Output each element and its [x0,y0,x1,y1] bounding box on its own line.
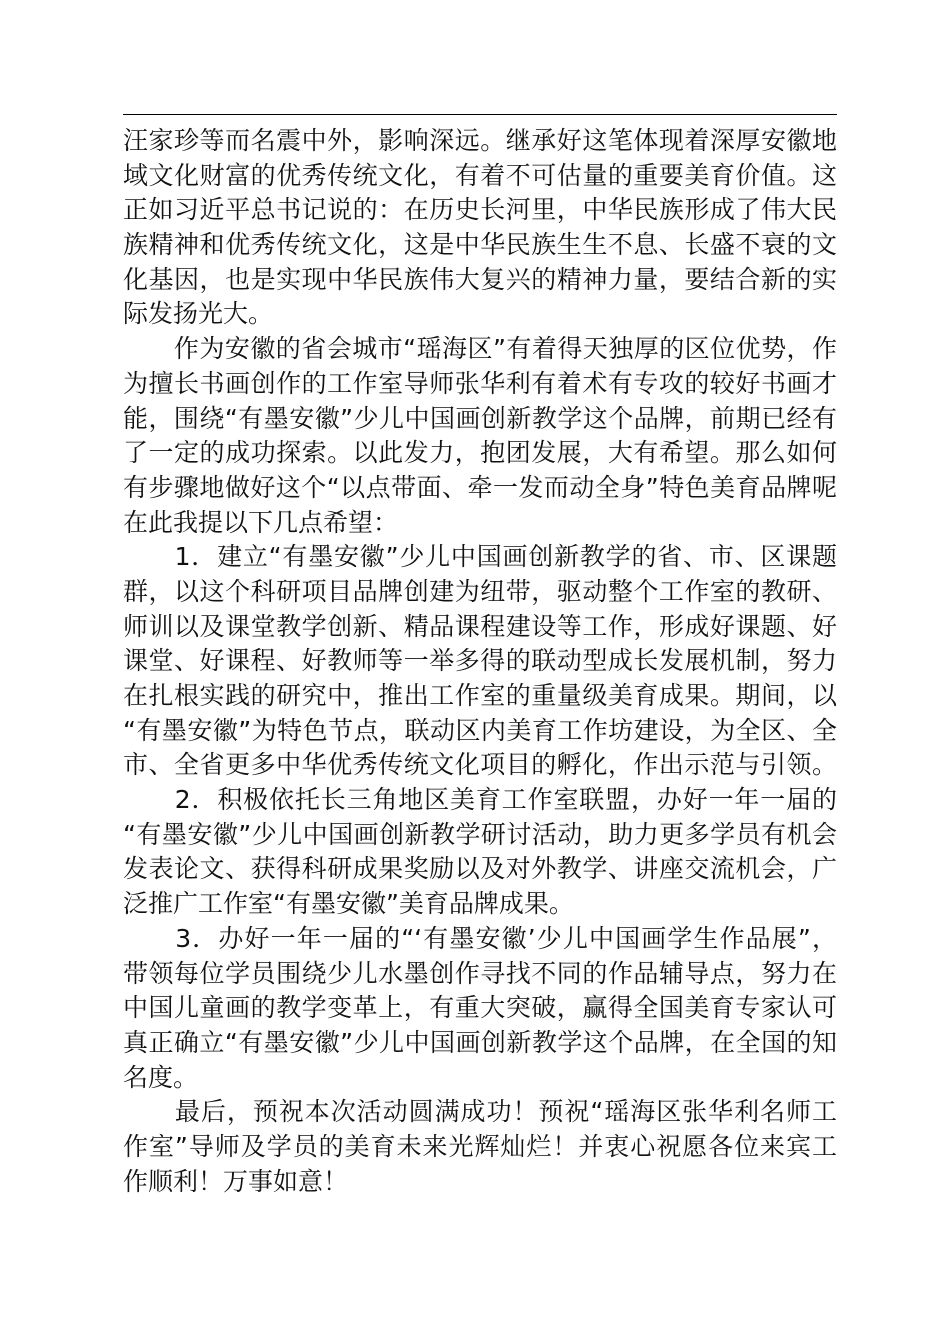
text-line: 汪家珍等而名震中外，影响深远。继承好这笔体现着深厚安徽地 [123,126,837,155]
text-line: 2．积极依托长三角地区美育工作室联盟，办好一年一届的 [123,785,837,815]
header-rule [123,114,837,115]
text-line: 作为安徽的省会城市“瑶海区”有着得天独厚的区位优势，作 [123,334,837,364]
text-line: 能，围绕“有墨安徽”少儿中国画创新教学这个品牌，前期已经有 [123,403,837,433]
text-line: 际发扬光大。 [123,299,274,329]
text-line: 发表论文、获得科研成果奖励以及对外教学、讲座交流机会，广 [123,854,837,884]
text-line: 域文化财富的优秀传统文化，有着不可估量的重要美育价值。这 [123,160,837,190]
text-line: 作室”导师及学员的美育未来光辉灿烂！并衷心祝愿各位来宾工 [123,1131,837,1161]
text-line: 名度。 [123,1062,199,1092]
text-line: 在此我提以下几点希望： [123,507,399,537]
text-line: “有墨安徽”为特色节点，联动区内美育工作坊建设，为全区、全 [123,715,837,745]
text-line: 在扎根实践的研究中，推出工作室的重量级美育成果。期间，以 [123,681,837,710]
text-line: 正如习近平总书记说的：在历史长河里，中华民族形成了伟大民 [123,195,837,225]
document-body [123,124,837,1199]
text-line: 带领每位学员围绕少儿水墨创作寻找不同的作品辅导点，努力在 [123,958,837,988]
text-line: 真正确立“有墨安徽”少儿中国画创新教学这个品牌，在全国的知 [123,1027,837,1057]
text-line: 课堂、好课程、好教师等一举多得的联动型成长发展机制，努力 [123,646,837,676]
text-line: “有墨安徽”少儿中国画创新教学研讨活动，助力更多学员有机会 [123,819,837,849]
text-line: 为擅长书画创作的工作室导师张华利有着术有专攻的较好书画才 [123,368,837,398]
text-line: 族精神和优秀传统文化，这是中华民族生生不息、长盛不衰的文 [123,230,837,260]
text-line: 有步骤地做好这个“以点带面、牵一发而动全身”特色美育品牌呢 [123,472,837,502]
text-line: 泛推广工作室“有墨安徽”美育品牌成果。 [123,889,574,919]
text-line: 群，以这个科研项目品牌创建为纽带，驱动整个工作室的教研、 [123,576,837,606]
text-line: 最后，预祝本次活动圆满成功！预祝“瑶海区张华利名师工 [123,1097,837,1127]
text-line: 市、全省更多中华优秀传统文化项目的孵化，作出示范与引领。 [123,750,837,780]
text-line: 作顺利！万事如意！ [123,1166,349,1196]
text-line: 3．办好一年一届的“‘有墨安徽’少儿中国画学生作品展”， [123,923,837,953]
text-line: 了一定的成功探索。以此发力，抱团发展，大有希望。那么如何 [123,438,837,468]
text-line: 中国儿童画的教学变革上，有重大突破，赢得全国美育专家认可 [123,993,837,1023]
text-line: 化基因，也是实现中华民族伟大复兴的精神力量，要结合新的实 [123,264,837,294]
text-line: 师训以及课堂教学创新、精品课程建设等工作，形成好课题、好 [123,611,837,641]
text-line: 1．建立“有墨安徽”少儿中国画创新教学的省、市、区课题 [123,542,837,572]
